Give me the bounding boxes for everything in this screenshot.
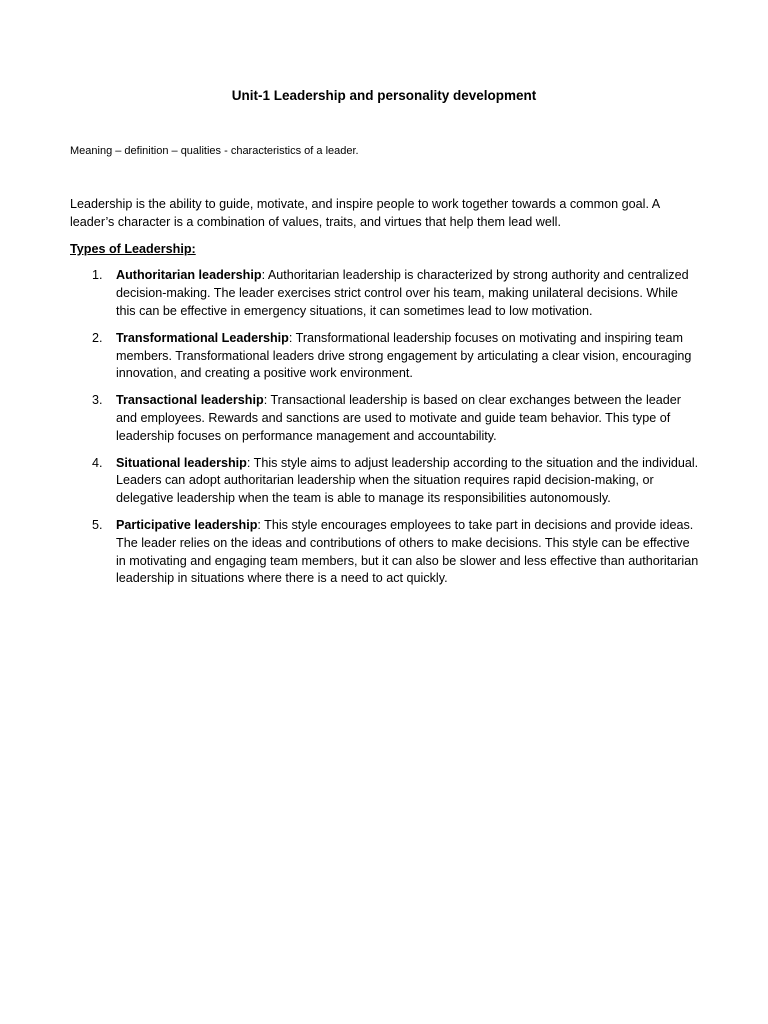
list-item bbox=[70, 455, 700, 508]
list-item-number: 5. bbox=[92, 517, 103, 532]
leadership-types-list bbox=[70, 267, 700, 588]
list-item-text: : This style encourages employees to take part in decisions and provide ideas. The leader relies on the ideas and contributions of others to make decisions. This style can be effective in motivating and engaging team members, but it can also be slower and less effective than authoritarian leadership in situations where there is a need to act quickly. bbox=[116, 517, 699, 586]
document-body bbox=[70, 196, 700, 597]
list-item bbox=[70, 267, 700, 320]
types-heading: Types of Leadership: bbox=[70, 241, 196, 256]
intro-paragraph: Leadership is the ability to guide, motivate, and inspire people to work together towards a common goal. A leader’s character is a combination of values, traits, and virtues that help them lead well. bbox=[70, 197, 660, 229]
list-item-term: Authoritarian leadership bbox=[116, 268, 262, 283]
document-title: Unit-1 Leadership and personality development bbox=[231, 88, 537, 103]
list-item-text: : Transactional leadership is based on clear exchanges between the leader and employees. Rewards and sanctions are used to motivate and guide team behavior. This type of leadership focuses on performance management and accountability. bbox=[116, 393, 681, 443]
list-item-number: 4. bbox=[92, 455, 103, 470]
list-item-term: Situational leadership bbox=[116, 455, 247, 470]
document-subtitle: Meaning – definition – qualities - characteristics of a leader. bbox=[70, 145, 359, 157]
list-item bbox=[70, 330, 700, 383]
list-item-term: Participative leadership bbox=[116, 517, 258, 532]
list-item-text: : Transformational leadership focuses on motivating and inspiring team members. Transformational leaders drive strong engagement by articulating a clear vision, encouraging innovation, and creating a positive work environment. bbox=[116, 330, 692, 381]
list-item-text: : Authoritarian leadership is characterized by strong authority and centralized decision-making. The leader exercises strict control over his team, making unilateral decisions. While this can be effective in emergency situations, it can sometimes lead to low motivation. bbox=[116, 268, 689, 318]
list-item-number: 2. bbox=[92, 330, 103, 345]
list-item bbox=[70, 392, 700, 445]
list-item bbox=[70, 517, 700, 588]
list-item-term: Transactional leadership bbox=[116, 393, 264, 408]
list-item-number: 1. bbox=[92, 268, 103, 283]
list-item-number: 3. bbox=[92, 393, 103, 408]
list-item-text: : This style aims to adjust leadership according to the situation and the individual. Leaders can adopt authoritarian leadership when the situation requires rapid decision-making, or delegative leadership when the team is able to manage its responsibilities autonomously. bbox=[116, 455, 699, 506]
list-item-term: Transformational Leadership bbox=[116, 330, 289, 345]
